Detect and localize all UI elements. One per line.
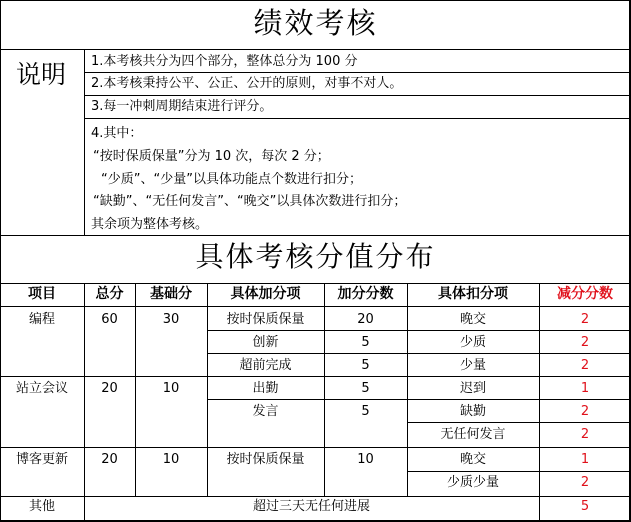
divider bbox=[84, 95, 631, 96]
col-header-plus-item: 具体加分项 bbox=[230, 286, 301, 302]
group-total: 20 bbox=[101, 381, 118, 396]
note-4-line-2: “少质”、“少量”以具体功能点个数进行扣分； bbox=[101, 172, 362, 187]
plus-score: 10 bbox=[357, 452, 374, 467]
divider bbox=[84, 283, 85, 522]
minus-score: 2 bbox=[580, 335, 590, 350]
group-project: 编程 bbox=[28, 312, 55, 327]
minus-item: 晚交 bbox=[459, 452, 486, 467]
minus-item: 缺勤 bbox=[459, 404, 486, 419]
minus-item: 晚交 bbox=[459, 312, 486, 327]
divider bbox=[84, 118, 631, 119]
note-4-head: 4.其中： bbox=[91, 126, 143, 141]
plus-item: 超前完成 bbox=[239, 358, 292, 373]
col-header-base: 基础分 bbox=[150, 286, 192, 302]
divider bbox=[0, 49, 631, 50]
other-minus-score: 5 bbox=[580, 499, 590, 514]
group-project: 站立会议 bbox=[15, 381, 68, 396]
minus-item: 少质少量 bbox=[446, 475, 499, 490]
divider bbox=[207, 399, 631, 400]
divider bbox=[207, 283, 208, 497]
col-header-plus-score: 加分分数 bbox=[337, 286, 394, 302]
divider bbox=[0, 235, 631, 236]
note-1: 1.本考核共分为四个部分，整体总分为 100 分 bbox=[91, 54, 358, 69]
border-top bbox=[0, 0, 631, 1]
col-header-minus-item: 具体扣分项 bbox=[438, 286, 508, 302]
group-project: 博客更新 bbox=[15, 452, 68, 467]
group-base: 30 bbox=[162, 312, 180, 327]
minus-score: 2 bbox=[580, 404, 590, 419]
divider bbox=[407, 283, 408, 497]
other-item: 超过三天无任何进展 bbox=[252, 499, 370, 514]
minus-score: 1 bbox=[580, 381, 590, 396]
divider bbox=[207, 330, 631, 331]
plus-item: 出勤 bbox=[252, 381, 279, 396]
minus-score: 2 bbox=[580, 427, 590, 442]
note-4-line-1: “按时保质保量”分为 10 次，每次 2 分； bbox=[93, 149, 330, 164]
plus-item: 发言 bbox=[252, 404, 279, 419]
plus-score: 5 bbox=[361, 404, 370, 419]
divider bbox=[0, 306, 631, 307]
divider bbox=[84, 72, 631, 73]
minus-item: 迟到 bbox=[459, 381, 486, 396]
divider bbox=[539, 283, 540, 522]
plus-score: 5 bbox=[361, 335, 370, 350]
minus-item: 少量 bbox=[459, 358, 486, 373]
plus-score: 20 bbox=[357, 312, 374, 327]
col-header-total: 总分 bbox=[95, 286, 124, 302]
plus-item: 按时保质保量 bbox=[226, 312, 305, 327]
minus-item: 少质 bbox=[459, 335, 486, 350]
note-2: 2.本考核秉持公平、公正、公开的原则，对事不对人。 bbox=[91, 76, 403, 91]
title-row bbox=[0, 0, 631, 49]
section-title: 具体考核分值分布 bbox=[195, 240, 436, 273]
page-title: 绩效考核 bbox=[253, 6, 378, 40]
plus-item: 创新 bbox=[252, 335, 279, 350]
note-4-line-3: “缺勤”、“无任何发言”、“晚交”以具体次数进行扣分； bbox=[93, 194, 407, 209]
group-total: 20 bbox=[101, 452, 118, 467]
divider bbox=[207, 353, 631, 354]
divider bbox=[407, 471, 631, 472]
group-total: 60 bbox=[101, 312, 118, 327]
divider bbox=[0, 447, 631, 448]
group-base: 10 bbox=[162, 452, 180, 467]
divider bbox=[407, 422, 631, 423]
plus-score: 5 bbox=[361, 381, 370, 396]
plus-score: 5 bbox=[361, 358, 370, 373]
col-header-minus-score: 减分分数 bbox=[557, 286, 613, 302]
minus-score: 2 bbox=[580, 312, 590, 327]
minus-score: 1 bbox=[580, 452, 590, 467]
divider bbox=[0, 496, 631, 497]
divider bbox=[135, 283, 136, 497]
other-project: 其他 bbox=[28, 499, 55, 514]
col-header-project: 项目 bbox=[28, 286, 56, 302]
explain-label: 说明 bbox=[16, 60, 67, 89]
divider bbox=[0, 376, 631, 377]
note-3: 3.每一冲刺周期结束进行评分。 bbox=[91, 99, 273, 114]
group-base: 10 bbox=[162, 381, 180, 396]
minus-item: 无任何发言 bbox=[440, 427, 506, 442]
plus-item: 按时保质保量 bbox=[226, 452, 305, 467]
note-4-line-4: 其余项为整体考核。 bbox=[91, 217, 209, 232]
divider bbox=[0, 283, 631, 284]
minus-score: 2 bbox=[580, 475, 590, 490]
minus-score: 2 bbox=[580, 358, 590, 373]
divider bbox=[324, 283, 325, 497]
divider bbox=[84, 49, 85, 235]
border-left bbox=[0, 0, 1, 522]
